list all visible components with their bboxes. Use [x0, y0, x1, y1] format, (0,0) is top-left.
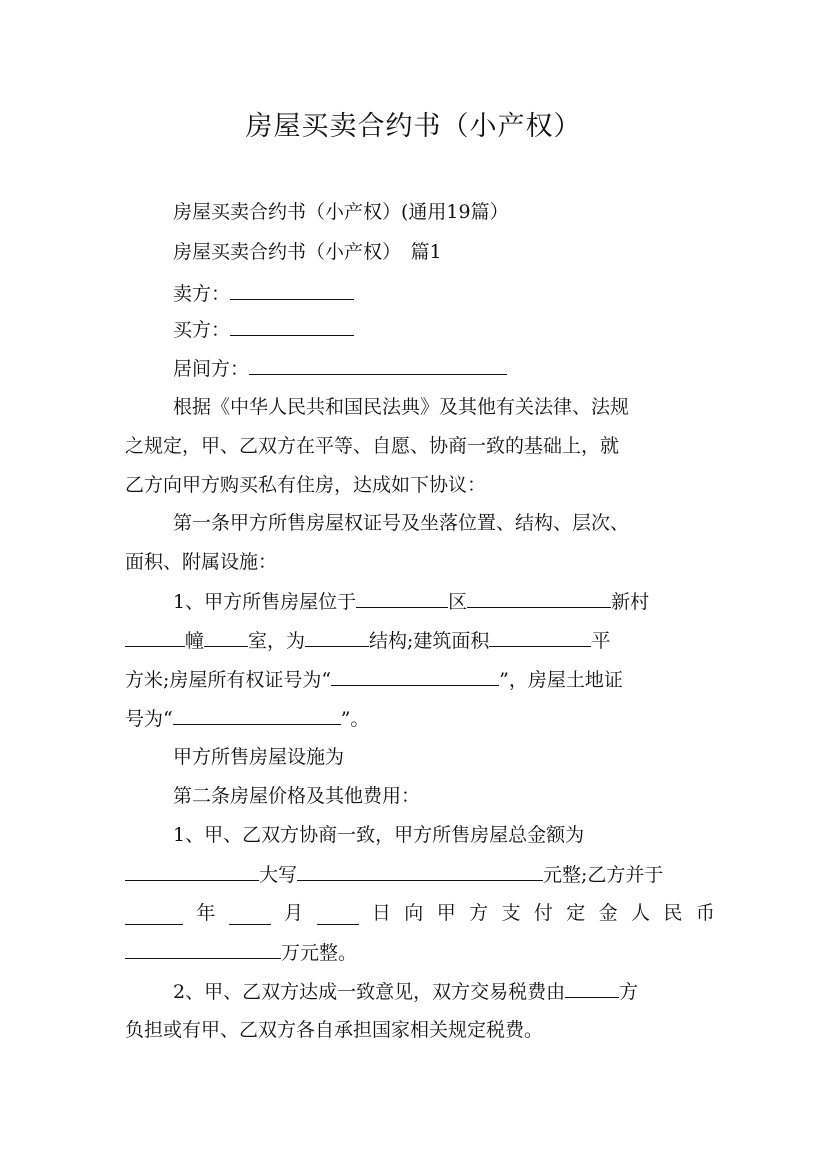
deposit-blank [125, 940, 281, 959]
a1-text-4: 幢 [185, 630, 205, 652]
a1-text-5: 室，为 [248, 630, 306, 652]
seller-blank [230, 281, 354, 300]
broker-line [125, 356, 763, 381]
article1-title-line-1: 第一条甲方所售房屋权证号及坐落位置、结构、层次、 [173, 512, 630, 534]
a1-text-7: 平 [591, 630, 611, 652]
article1-title-line-2: 面积、附属设施： [125, 551, 278, 573]
a2-text-16: 币 [695, 902, 715, 924]
a2-text-12: 定 [566, 902, 586, 924]
buyer-line [125, 317, 763, 342]
broker-label: 居间方： [173, 358, 250, 380]
section-heading: 房屋买卖合约书（小产权） 篇1 [173, 241, 442, 263]
a1-text-2: 区 [448, 591, 468, 613]
article1-item1-line-3 [125, 667, 715, 692]
a2-text-8: 甲 [436, 902, 456, 924]
article1-item1-line-4 [125, 706, 715, 731]
room-blank [204, 628, 248, 647]
a2i2-text-2: 方 [619, 981, 639, 1003]
article2-title: 第二条房屋价格及其他费用： [173, 785, 421, 807]
facilities-line: 甲方所售房屋设施为 [173, 746, 345, 768]
land-cert-blank [173, 706, 341, 725]
document-title: 房屋买卖合约书（小产权） [245, 111, 582, 142]
total-amount-blank [125, 862, 259, 881]
a2-text-11: 付 [533, 902, 553, 924]
article2-item1-line-3 [125, 901, 715, 925]
structure-blank [305, 628, 369, 647]
seller-label: 卖方： [173, 283, 231, 305]
intro-line-1: 根据《中华人民共和国民法典》及其他有关法律、法规 [173, 396, 630, 418]
buyer-blank [230, 317, 354, 336]
broker-blank [249, 356, 507, 375]
a2-text-3: 元整;乙方并于 [543, 864, 664, 886]
article2-item2-line-2: 负担或有甲、乙双方各自承担国家相关规定税费。 [125, 1019, 544, 1041]
a2-text-14: 人 [631, 902, 651, 924]
intro-line-2: 之规定，甲、乙双方在平等、自愿、协商一致的基础上，就 [125, 435, 620, 457]
a2-text-5: 月 [284, 902, 304, 924]
article1-item1-line-1 [125, 589, 763, 614]
district-blank [356, 589, 448, 608]
article2-item1-line-2 [125, 862, 715, 887]
year-blank [125, 906, 183, 925]
a2-text-10: 支 [501, 902, 521, 924]
month-blank [229, 906, 271, 925]
a2-text-2: 大写 [259, 864, 298, 886]
a2-text-4: 年 [196, 902, 216, 924]
intro-line-3: 乙方向甲方购买私有住房，达成如下协议： [125, 474, 487, 496]
a1-text-11: ”。 [340, 708, 370, 730]
a2-text-15: 民 [663, 902, 683, 924]
a2-text-7: 向 [404, 902, 424, 924]
a2-text-17: 万元整。 [281, 942, 358, 964]
a1-text-6: 结构;建筑面积 [369, 630, 490, 652]
day-blank [317, 906, 359, 925]
document-subtitle: 房屋买卖合约书（小产权）(通用19篇） [173, 201, 509, 223]
seller-line [125, 281, 763, 306]
article2-item1-line-1: 1、甲、乙双方协商一致，甲方所售房屋总金额为 [173, 824, 585, 846]
a1-text-10: 号为“ [125, 708, 173, 730]
a2-text-13: 金 [598, 902, 618, 924]
building-blank [125, 628, 185, 647]
a1-text-9: ”，房屋土地证 [499, 669, 623, 691]
a1-text-3: 新村 [611, 591, 650, 613]
a2-text-6: 日 [371, 902, 391, 924]
tax-party-blank [565, 979, 619, 998]
ownership-cert-blank [331, 667, 499, 686]
a2-text-9: 方 [469, 902, 489, 924]
amount-words-blank [297, 862, 543, 881]
a2i2-text-1: 2、甲、乙双方达成一致意见，双方交易税费由 [173, 981, 566, 1003]
a1-text-8: 方米;房屋所有权证号为“ [125, 669, 332, 691]
article1-item1-line-2 [125, 628, 715, 653]
article2-item1-line-4 [125, 940, 715, 965]
article2-item2-line-1 [125, 979, 763, 1004]
area-blank [489, 628, 591, 647]
village-blank [467, 589, 611, 608]
a1-text-1: 1、甲方所售房屋位于 [173, 591, 357, 613]
buyer-label: 买方： [173, 319, 231, 341]
